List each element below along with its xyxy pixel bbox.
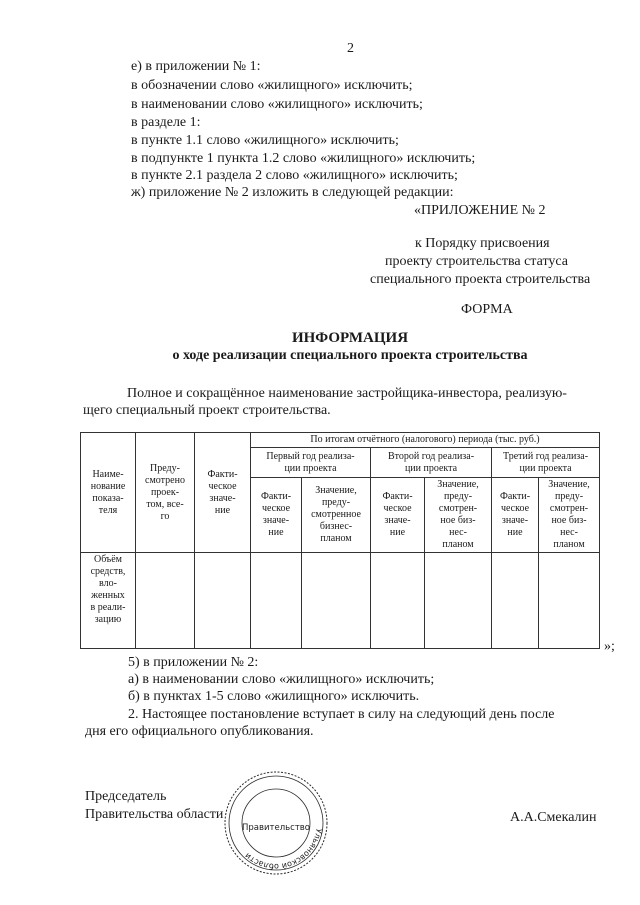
table-cell bbox=[371, 553, 425, 649]
table-cell bbox=[302, 553, 371, 649]
intro-line: Полное и сокращённое наименование застройщика-инвестора, реализую- bbox=[127, 386, 567, 401]
clause-2-line: дня его официального опубликования. bbox=[85, 724, 314, 739]
header-year-3-planned: Значение, преду- смотрен- ное биз- нес- планом bbox=[539, 478, 600, 553]
header-year-2: Второй год реализа- ции проекта bbox=[371, 448, 492, 478]
amendment-line: в наименовании слово «жилищного» исключить; bbox=[131, 97, 423, 112]
header-actual-value: Факти- ческое значе- ние bbox=[195, 433, 251, 553]
clause-2-line: 2. Настоящее постановление вступает в силу на следующий день после bbox=[128, 707, 555, 722]
signatory-position: Председатель bbox=[85, 789, 167, 804]
amendment-line: в пункте 1.1 слово «жилищного» исключить; bbox=[131, 133, 399, 148]
appendix-label: «ПРИЛОЖЕНИЕ № 2 bbox=[414, 203, 546, 218]
stamp-center-text: Правительство bbox=[242, 823, 310, 833]
header-year-1-planned: Значение, преду- смотренное бизнес- планом bbox=[302, 478, 371, 553]
amendment-line: а) в наименовании слово «жилищного» исключить; bbox=[128, 672, 435, 687]
amendment-line: в подпункте 1 пункта 1.2 слово «жилищного» исключить; bbox=[131, 151, 476, 166]
header-year-2-actual: Факти- ческое значе- ние bbox=[371, 478, 425, 553]
header-year-1: Первый год реализа- ции проекта bbox=[251, 448, 371, 478]
amendment-line: 5) в приложении № 2: bbox=[128, 655, 259, 670]
header-period: По итогам отчётного (налогового) периода (тыс. руб.) bbox=[251, 433, 600, 448]
stamp-ring-text: Ульяновской области bbox=[243, 827, 324, 872]
amendment-line: в пункте 2.1 раздела 2 слово «жилищного» исключить; bbox=[131, 168, 458, 183]
page-number: 2 bbox=[347, 41, 354, 56]
signatory-position: Правительства области bbox=[85, 807, 224, 822]
table-cell bbox=[251, 553, 302, 649]
amendment-line: в обозначении слово «жилищного» исключить; bbox=[131, 78, 413, 93]
header-year-3: Третий год реализа- ции проекта bbox=[492, 448, 600, 478]
intro-line: щего специальный проект строительства. bbox=[83, 403, 331, 418]
header-indicator: Наиме- нование показа- теля bbox=[81, 433, 136, 553]
table-cell bbox=[539, 553, 600, 649]
table-cell bbox=[492, 553, 539, 649]
amendment-line: в разделе 1: bbox=[131, 115, 201, 130]
header-year-2-planned: Значение, преду- смотрен- ное биз- нес- планом bbox=[425, 478, 492, 553]
amendment-line: ж) приложение № 2 изложить в следующей редакции: bbox=[131, 185, 454, 200]
official-stamp bbox=[222, 769, 330, 877]
amendment-line: е) в приложении № 1: bbox=[131, 59, 261, 74]
info-table bbox=[80, 432, 600, 649]
document-subtitle: о ходе реализации специального проекта строительства bbox=[172, 348, 528, 363]
document-title: ИНФОРМАЦИЯ bbox=[291, 330, 409, 346]
appendix-to-line: к Порядку присвоения bbox=[415, 236, 550, 251]
amendment-line: б) в пунктах 1-5 слово «жилищного» исключить. bbox=[128, 689, 420, 704]
appendix-to-line: проекту строительства статуса bbox=[385, 254, 568, 269]
table-cell bbox=[195, 553, 251, 649]
signatory-name: А.А.Смекалин bbox=[510, 810, 597, 825]
row-label: Объём средств, вло- женных в реали- зацию bbox=[81, 553, 136, 649]
header-year-3-actual: Факти- ческое значе- ние bbox=[492, 478, 539, 553]
form-label: ФОРМА bbox=[461, 302, 513, 317]
table-cell bbox=[136, 553, 195, 649]
header-year-1-actual: Факти- ческое значе- ние bbox=[251, 478, 302, 553]
table-cell bbox=[425, 553, 492, 649]
appendix-to-line: специального проекта строительства bbox=[370, 272, 591, 287]
header-planned-total: Преду- смотрено проек- том, все- го bbox=[136, 433, 195, 553]
table-closing-quote: »; bbox=[604, 639, 615, 654]
